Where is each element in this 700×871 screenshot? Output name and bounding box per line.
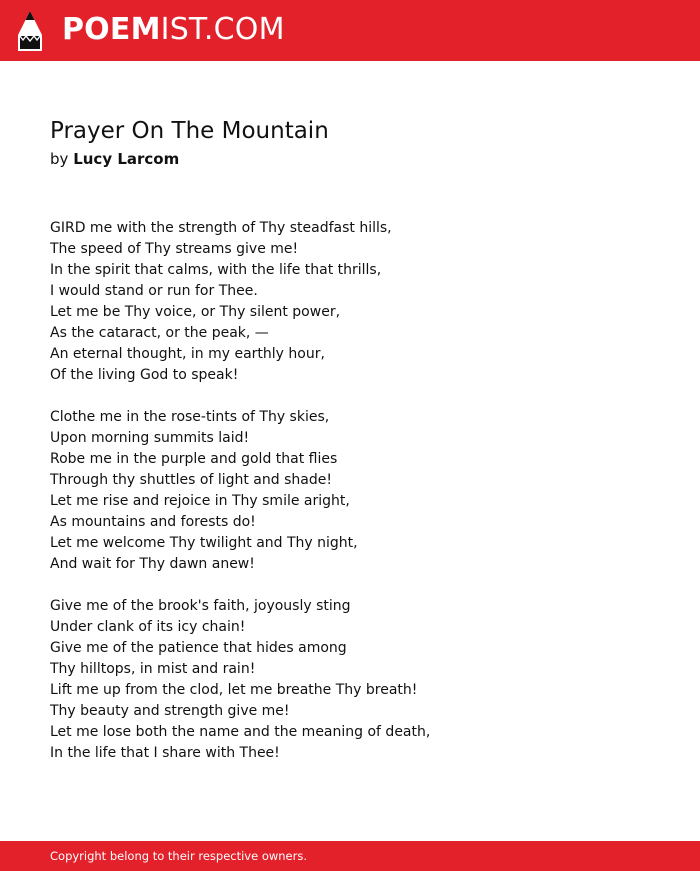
poem-author: Lucy Larcom [73, 150, 180, 168]
brand-light: IST.COM [160, 12, 285, 47]
poem-line: Through thy shuttles of light and shade! [50, 472, 332, 488]
poem-stanza [50, 218, 650, 386]
poem-line: As the cataract, or the peak, — [50, 325, 269, 341]
poem-line: GIRD me with the strength of Thy steadfast hills, [50, 220, 392, 236]
poem-stanza [50, 407, 650, 575]
poem-line: And wait for Thy dawn anew! [50, 556, 255, 572]
poem-line: Thy hilltops, in mist and rain! [50, 661, 256, 677]
brand-bold: POEM [62, 12, 161, 47]
poem-line: Let me be Thy voice, or Thy silent power, [50, 304, 341, 320]
by-label: by [50, 150, 69, 168]
poem-line: Lift me up from the clod, let me breathe Thy breath! [50, 682, 418, 698]
copyright-notice: Copyright belong to their respective owners. [50, 849, 308, 863]
poem-title: Prayer On The Mountain [50, 118, 329, 144]
poem-stanza [50, 596, 650, 764]
poem-line: Give me of the brook's faith, joyously sting [50, 598, 351, 614]
poem-byline [50, 149, 179, 169]
poem-line: The speed of Thy streams give me! [50, 241, 299, 257]
poem-line: As mountains and forests do! [50, 514, 256, 530]
poem-line: Let me welcome Thy twilight and Thy night, [50, 535, 358, 551]
site-footer [0, 841, 700, 871]
poem-line: Upon morning summits laid! [50, 430, 250, 446]
poem-line: I would stand or run for Thee. [50, 283, 258, 299]
poem-body [50, 218, 650, 785]
pencil-icon[interactable] [18, 11, 42, 51]
poem-line: Clothe me in the rose-tints of Thy skies, [50, 409, 330, 425]
poem-line: Let me lose both the name and the meaning of death, [50, 724, 431, 740]
poem-line: Of the living God to speak! [50, 367, 239, 383]
poem-line: An eternal thought, in my earthly hour, [50, 346, 325, 362]
poem-line: Give me of the patience that hides among [50, 640, 347, 656]
poem-line: In the life that I share with Thee! [50, 745, 280, 761]
site-header [0, 0, 700, 61]
poem-line: Under clank of its icy chain! [50, 619, 246, 635]
poem-line: In the spirit that calms, with the life that thrills, [50, 262, 382, 278]
poem-line: Thy beauty and strength give me! [50, 703, 290, 719]
poem-line: Robe me in the purple and gold that flies [50, 451, 338, 467]
site-logo-text[interactable] [62, 13, 285, 47]
poem-line: Let me rise and rejoice in Thy smile aright, [50, 493, 350, 509]
